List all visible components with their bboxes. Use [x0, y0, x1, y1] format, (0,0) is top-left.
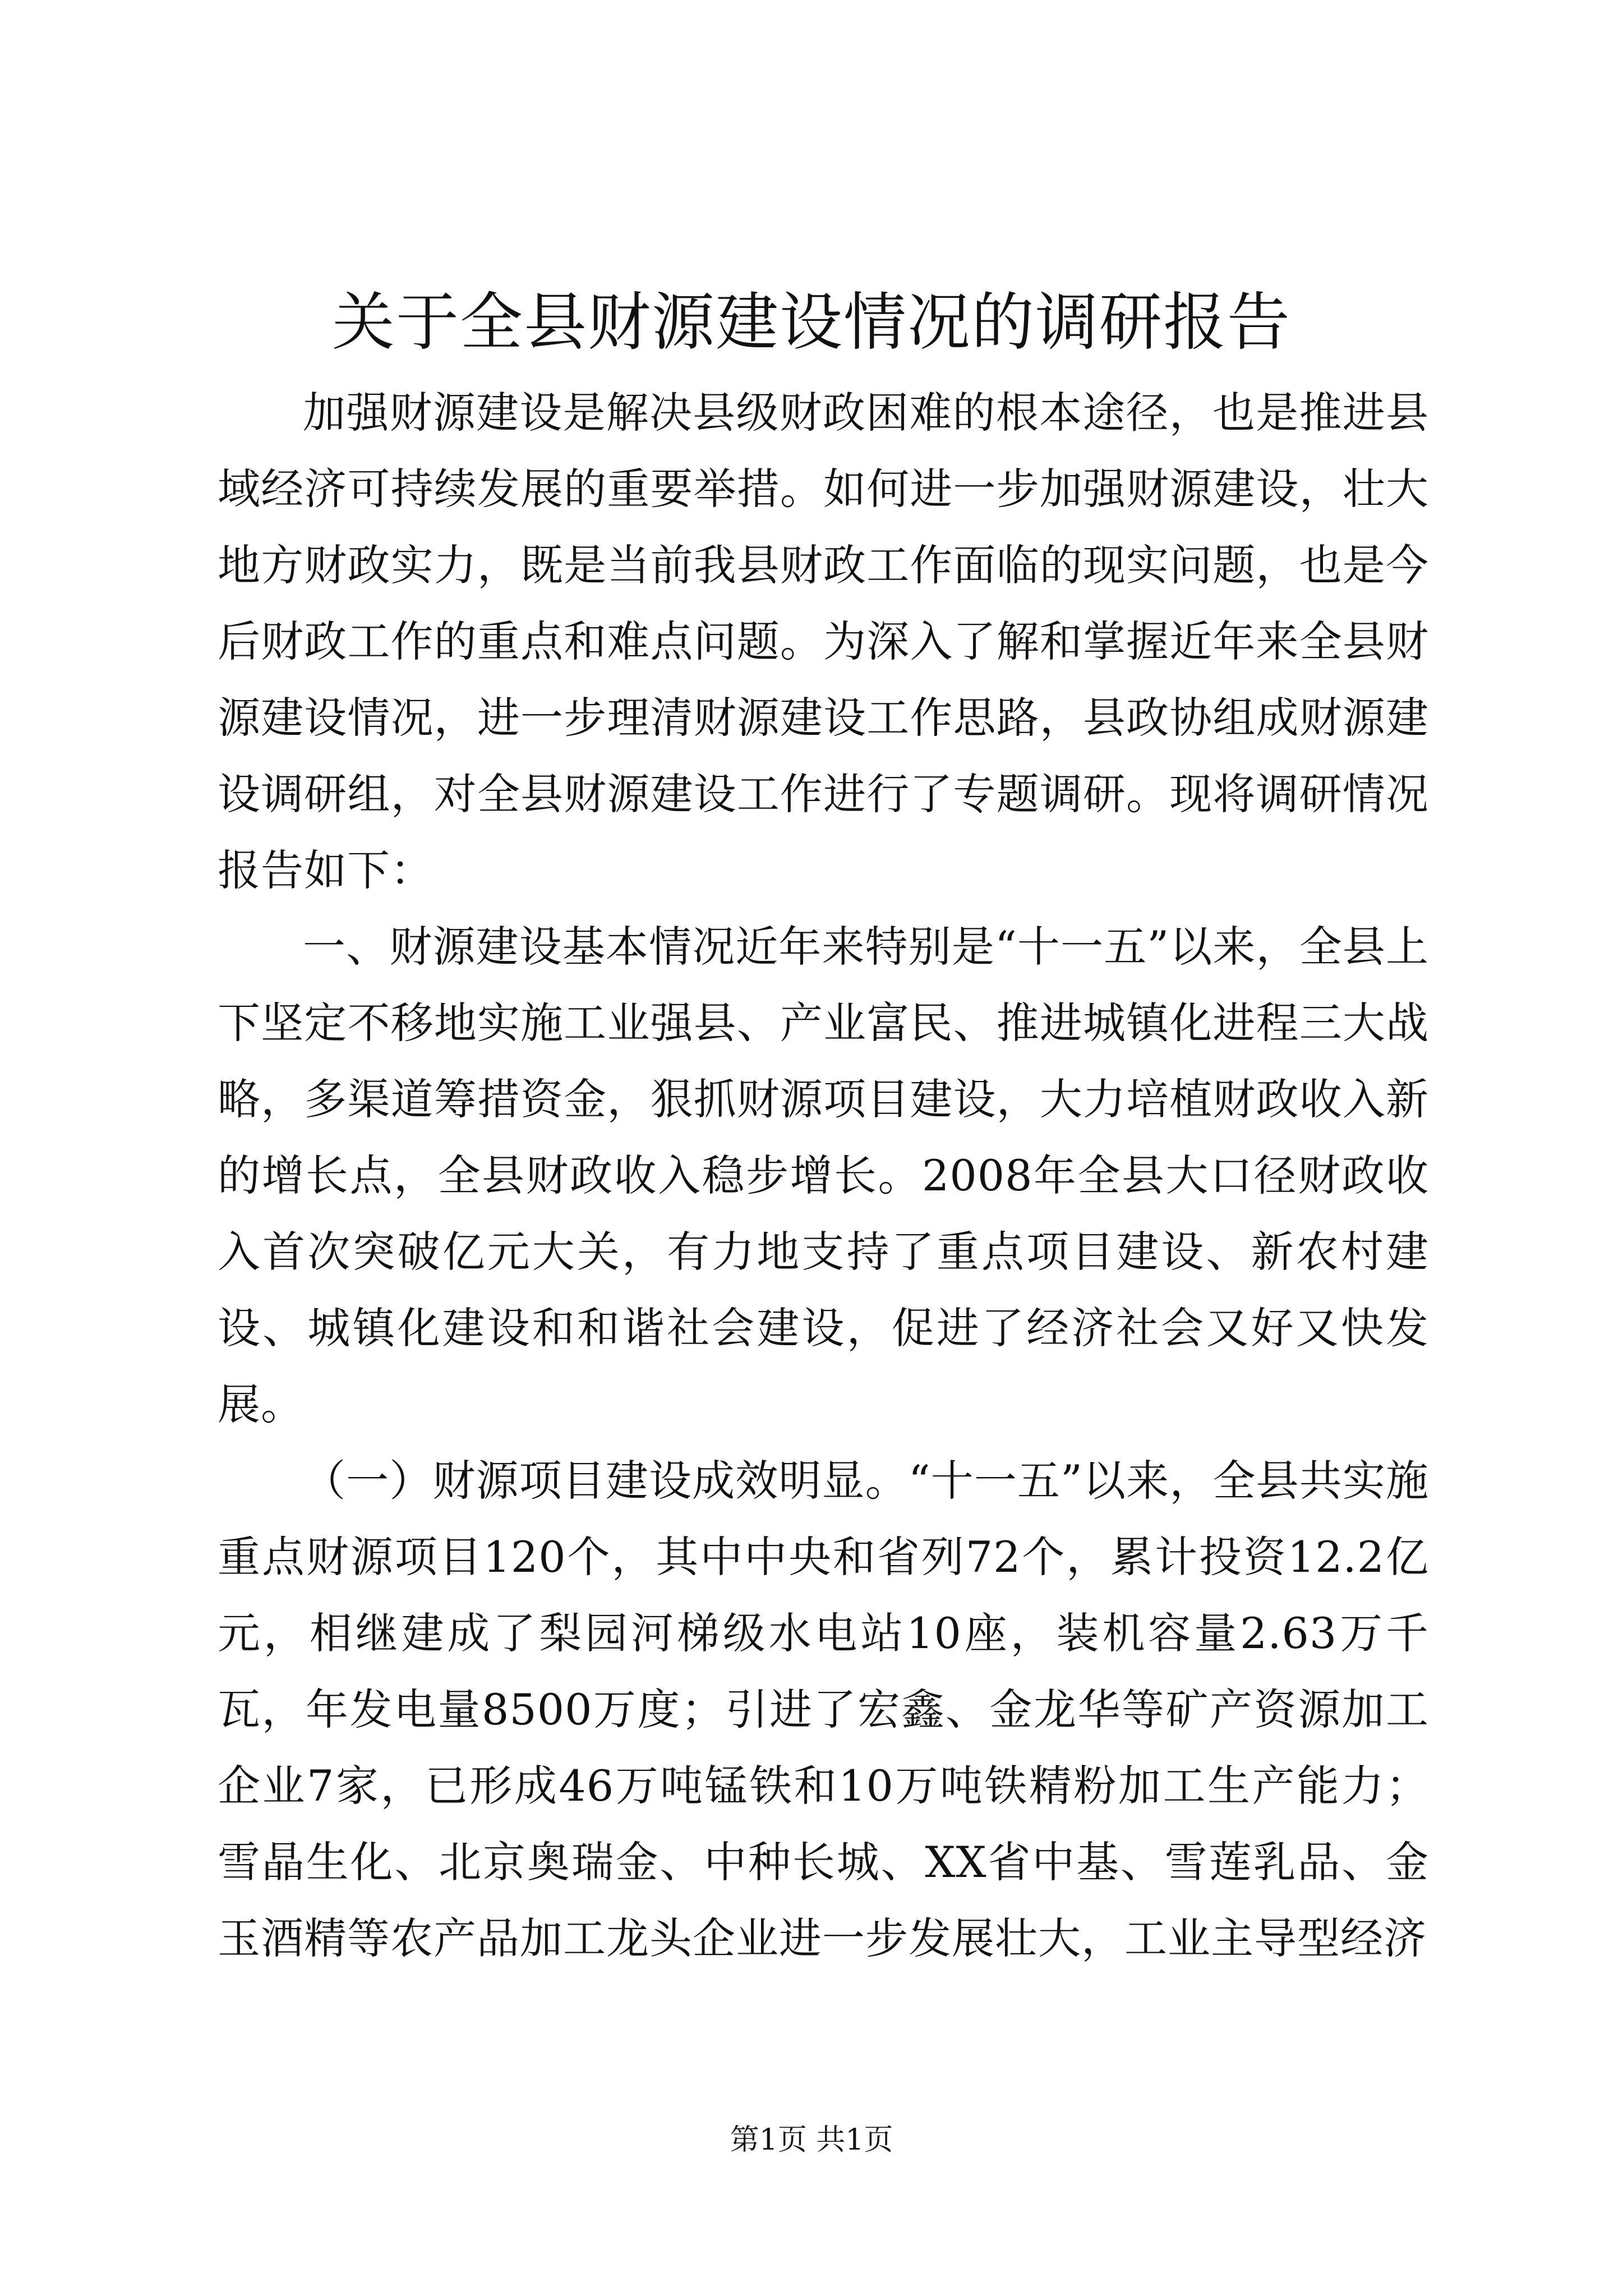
paragraph-subsection-one: （一）财源项目建设成效明显。“十一五”以来，全县共实施重点财源项目120个，其中中央和省列72个，累计投资12.2亿元，相继建成了梨园河梯级水电站10座，装机容量2.63万千瓦，年发电量8500万度；引进了宏鑫、金龙华等矿产资源加工企业7家，已形成46万吨锰铁和10万吨铁精粉加工生产能力；雪晶生化、北京奥瑞金、中种长城、XX省中基、雪莲乳品、金玉酒精等农产品加工龙头企业进一步发展壮大，工业主导型经济: [218, 1456, 1429, 1963]
paragraph-intro: 加强财源建设是解决县级财政困难的根本途径，也是推进县域经济可持续发展的重要举措。如何进一步加强财源建设，壮大地方财政实力，既是当前我县财政工作面临的现实问题，也是今后财政工作的重点和难点问题。为深入了解和掌握近年来全县财源建设情况，进一步理清财源建设工作思路，县政协组成财源建设调研组，对全县财源建设工作进行了专题调研。现将调研情况报告如下：: [218, 388, 1429, 895]
page-footer: 第1页 共1页: [730, 2123, 893, 2157]
document-title: 关于全县财源建设情况的调研报告: [332, 286, 1291, 359]
paragraph-section-one: 一、财源建设基本情况近年来特别是“十一五”以来，全县上下坚定不移地实施工业强县、产业富民、推进城镇化进程三大战略，多渠道筹措资金，狠抓财源项目建设，大力培植财政收入新的增长点，全县财政收入稳步增长。2008年全县大口径财政收入首次突破亿元大关，有力地支持了重点项目建设、新农村建设、城镇化建设和和谐社会建设，促进了经济社会又好又快发展。: [218, 922, 1429, 1429]
document-body: [218, 375, 1429, 1977]
